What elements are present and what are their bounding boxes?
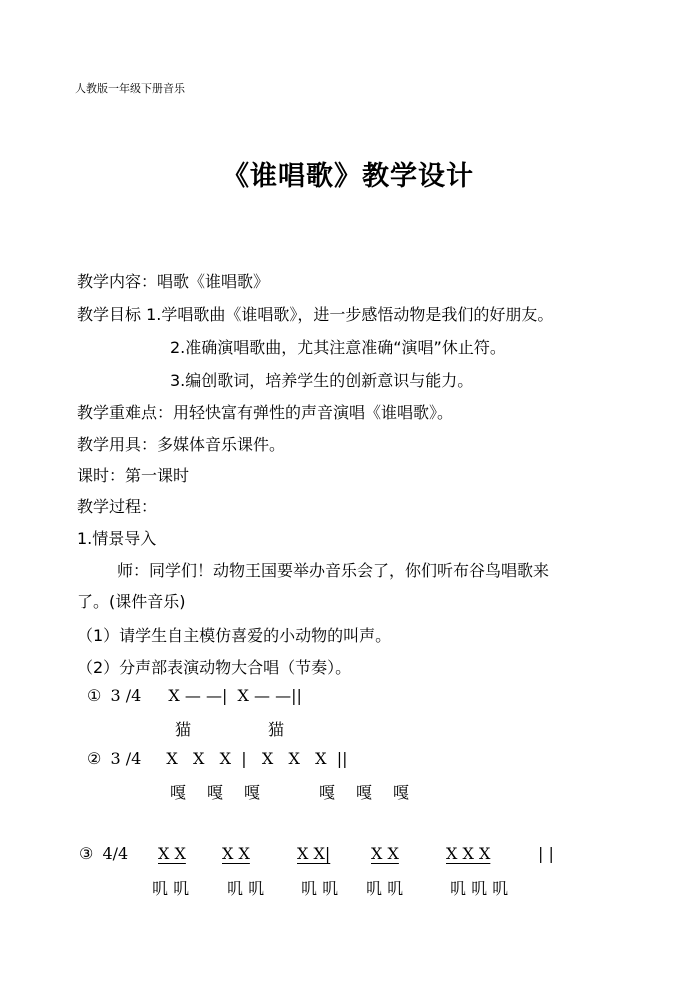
rhythm-3-marker-meter <box>79 844 128 863</box>
rhythm-3-meter: 4/4 <box>102 844 129 863</box>
rhythm-3-lyric-2: 叽 叽 <box>227 879 265 898</box>
teaching-tools: 教学用具：多媒体音乐课件。 <box>77 435 286 454</box>
rhythm-2-lyric-2: 嘎 <box>207 783 224 802</box>
step-1: （1）请学生自主模仿喜爱的小动物的叫声。 <box>77 626 392 645</box>
rhythm-1-lyric-2: 猫 <box>268 720 285 739</box>
rhythm-3-lyric-4: 叽 叽 <box>366 879 404 898</box>
rhythm-2-marker: ② <box>87 749 102 768</box>
content-label: 教学内容： <box>77 272 158 291</box>
goal-item-1: 1.学唱歌曲《谁唱歌》，进一步感悟动物是我们的好朋友。 <box>146 305 554 324</box>
rhythm-3-group-3-notes: X X| <box>297 844 331 863</box>
rhythm-1-notation: X — —| X — —|| <box>168 686 302 705</box>
rhythm-1-marker: ① <box>87 686 102 705</box>
rhythm-2-lyric-5: 嘎 <box>356 783 373 802</box>
document-header: 人教版一年级下册音乐 <box>75 82 185 95</box>
rhythm-2-lyric-6: 嘎 <box>393 783 410 802</box>
rhythm-3-lyric-3: 叽 叽 <box>301 879 339 898</box>
rhythm-3-marker: ③ <box>79 844 94 863</box>
goal-item-3: 3.编创歌词，培养学生的创新意识与能力。 <box>170 371 474 390</box>
rhythm-2-lyric-1: 嘎 <box>170 783 187 802</box>
rhythm-2-row <box>87 749 348 768</box>
rhythm-2-lyric-3: 嘎 <box>244 783 261 802</box>
class-period: 课时：第一课时 <box>77 466 190 485</box>
rhythm-2-meter: 3 /4 <box>110 749 142 768</box>
rhythm-1-meter: 3 /4 <box>110 686 142 705</box>
rhythm-3-group-1: X X <box>158 844 186 863</box>
paragraph-line-1: 师：同学们！动物王国要举办音乐会了，你们听布谷鸟唱歌来 <box>117 561 550 580</box>
process-heading: 教学过程： <box>77 497 158 516</box>
rhythm-3-end-bar: | | <box>538 844 554 863</box>
key-points: 教学重难点：用轻快富有弹性的声音演唱《谁唱歌》。 <box>77 403 454 422</box>
rhythm-3-group-4: X X <box>371 844 399 863</box>
content-value: 唱歌《谁唱歌》 <box>157 272 270 291</box>
paragraph-line-2: 了。(课件音乐) <box>77 592 186 611</box>
goals-label: 教学目标 <box>77 305 142 324</box>
rhythm-1-lyric-1: 猫 <box>175 720 192 739</box>
rhythm-2-notation: X X X | X X X || <box>166 749 348 768</box>
rhythm-3-lyric-1: 叽 叽 <box>152 879 190 898</box>
section-heading: 1.情景导入 <box>77 529 157 548</box>
rhythm-2-lyric-4: 嘎 <box>319 783 336 802</box>
rhythm-1-row <box>87 686 302 705</box>
rhythm-3-group-5: X X X <box>446 844 491 863</box>
goal-item-2: 2.准确演唱歌曲，尤其注意准确“演唱”休止符。 <box>170 338 506 357</box>
document-title: 《谁唱歌》教学设计 <box>222 161 474 192</box>
content-row <box>77 269 269 292</box>
rhythm-3-group-3 <box>297 844 330 863</box>
rhythm-3-lyric-5: 叽 叽 叽 <box>450 879 509 898</box>
goals-row <box>77 302 553 325</box>
step-2: （2）分声部表演动物大合唱（节奏）。 <box>77 658 352 677</box>
rhythm-3-group-2: X X <box>222 844 250 863</box>
